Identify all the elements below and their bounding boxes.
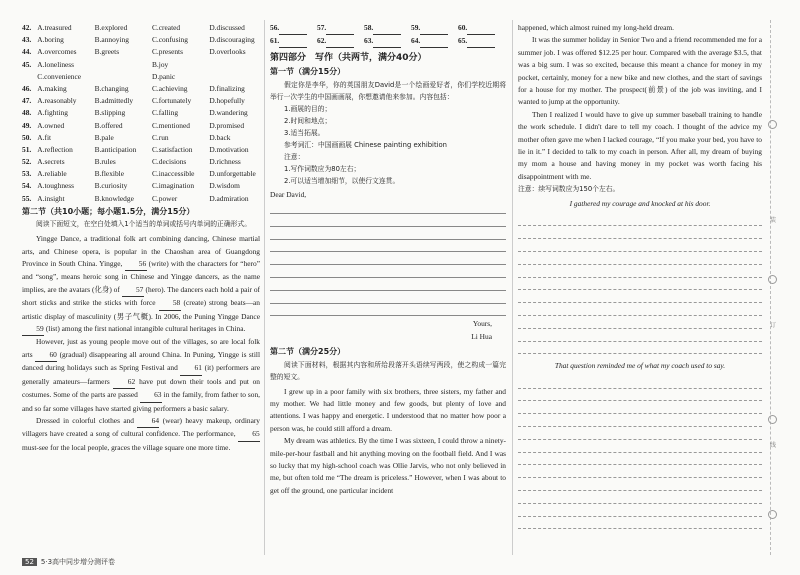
writing-line[interactable] <box>518 265 762 278</box>
option-b[interactable]: B.rules <box>94 157 116 167</box>
option-list <box>22 22 260 205</box>
answer-row <box>270 35 506 48</box>
option-row <box>22 83 260 95</box>
option-c[interactable]: C.run <box>151 132 169 142</box>
passage-paragraph <box>22 233 260 336</box>
option-c[interactable]: D.panic <box>151 71 176 81</box>
option-a[interactable]: A.owned <box>37 120 65 130</box>
option-row <box>22 34 260 46</box>
question-number: 49. <box>22 120 32 130</box>
binding-hole-icon <box>768 510 777 519</box>
option-a[interactable]: A.overcomes <box>37 47 77 57</box>
blank-56[interactable]: 56 <box>125 258 147 271</box>
option-a[interactable]: A.loneliness <box>37 59 75 69</box>
answer-line[interactable] <box>467 35 495 48</box>
option-a[interactable]: A.boring <box>37 35 64 45</box>
question-number: 55. <box>22 193 32 203</box>
signature: Li Hua <box>471 331 492 341</box>
answer-row <box>270 22 506 35</box>
option-b[interactable]: B.offered <box>94 120 123 130</box>
answer-line[interactable] <box>420 22 448 35</box>
option-d[interactable]: D.finalizing <box>209 83 245 93</box>
option-c[interactable]: C.fortunately <box>151 96 192 106</box>
writing-line[interactable] <box>518 427 762 440</box>
writing-line[interactable] <box>518 389 762 402</box>
option-a[interactable]: A.making <box>37 83 67 93</box>
writing-line[interactable] <box>518 290 762 303</box>
writing-prompt: 假定你是李华，你的英国朋友David是一个绘画爱好者，你们学校近期将举行一次学生的中国画画展，你想邀请他来参加。内容包括： <box>270 80 506 101</box>
column-divider <box>512 20 513 555</box>
writing-line[interactable] <box>518 316 762 329</box>
answer-number: 64. <box>411 36 421 45</box>
writing-line[interactable] <box>518 303 762 316</box>
passage-text: have put down their tools and put on costumes. Some of the parts are passed <box>22 376 261 400</box>
book-title: 5·3高中同步增分测评卷 <box>40 558 116 566</box>
answer-line[interactable] <box>373 22 401 35</box>
section-title: 第二节（满分25分） <box>270 347 346 357</box>
option-d[interactable] <box>209 59 260 71</box>
point-1: 1.画展的目的； <box>284 104 332 113</box>
option-d[interactable]: D.back <box>209 132 231 142</box>
option-row <box>22 120 260 132</box>
option-row <box>22 46 260 58</box>
closing: Yours, <box>472 319 492 329</box>
cloze-passage <box>22 233 260 454</box>
answer-slot[interactable] <box>411 22 458 35</box>
passage-text: Dressed in colorful clothes and <box>36 415 138 425</box>
writing-line[interactable] <box>270 291 506 304</box>
writing-line[interactable] <box>518 517 762 530</box>
question-number <box>22 71 37 83</box>
question-number: 52. <box>22 157 32 167</box>
question-number: 50. <box>22 132 32 142</box>
binding-hole-icon <box>768 275 777 284</box>
answer-line[interactable] <box>279 22 307 35</box>
option-d[interactable]: D.discussed <box>209 23 245 32</box>
answer-number: 62. <box>317 36 327 45</box>
writing-line[interactable] <box>518 504 762 517</box>
writing-line[interactable] <box>518 278 762 291</box>
option-d[interactable]: D.admiration <box>209 193 249 203</box>
option-row <box>22 156 260 168</box>
question-number: 47. <box>22 96 32 106</box>
answer-slot[interactable] <box>317 35 364 48</box>
question-number: 53. <box>22 169 32 179</box>
option-row <box>22 107 260 119</box>
answer-line[interactable] <box>467 22 495 35</box>
passage-text: (hero). The dancers each hold a pair of short sticks and strike the sticks with force <box>22 284 260 308</box>
part-title: 第四部分 写作（共两节，满分40分） <box>270 53 427 63</box>
option-a[interactable]: A.fit <box>37 132 52 142</box>
option-a[interactable]: A.reliable <box>37 169 67 179</box>
question-number: 45. <box>22 59 32 69</box>
option-b[interactable]: B.greets <box>94 47 120 57</box>
column-middle <box>270 22 506 497</box>
notice: 注意：续写词数应为150个左右。 <box>518 185 620 194</box>
writing-line[interactable] <box>518 329 762 342</box>
writing-line[interactable] <box>518 239 762 252</box>
option-d[interactable]: D.unforgettable <box>209 169 256 179</box>
writing-line[interactable] <box>270 278 506 291</box>
option-d[interactable] <box>209 71 260 83</box>
blank-60[interactable]: 60 <box>35 349 57 362</box>
passage-text: must-see for the local people, graces the village square one more time. <box>22 442 231 452</box>
option-b[interactable]: B.anticipation <box>94 144 137 154</box>
option-row <box>22 193 260 205</box>
option-c[interactable]: C.confusing <box>151 35 188 45</box>
option-c[interactable]: C.presents <box>151 47 183 57</box>
point-3: 3.适当拓展。 <box>284 128 325 137</box>
story-paragraph: happened, which almost ruined my long-held dream. <box>518 23 674 32</box>
option-c[interactable]: C.mentioned <box>151 120 190 130</box>
option-row <box>22 132 260 144</box>
blank-65[interactable]: 65 <box>238 428 260 441</box>
writing-line[interactable] <box>518 453 762 466</box>
blank-57[interactable]: 57 <box>122 284 144 297</box>
question-number: 42. <box>22 23 32 32</box>
notice-item: 1.写作词数应为80左右； <box>284 164 361 173</box>
margin-label: 线 <box>770 442 777 449</box>
question-number: 46. <box>22 83 32 93</box>
writing-line[interactable] <box>270 252 506 265</box>
writing-line[interactable] <box>270 214 506 227</box>
option-row <box>22 144 260 156</box>
continuation-start-2: That question reminded me of what my coach used to say. <box>554 361 726 371</box>
option-d[interactable]: D.overlooks <box>209 47 246 57</box>
writing-area[interactable] <box>270 201 506 316</box>
writing-line[interactable] <box>518 226 762 239</box>
writing-line[interactable] <box>518 401 762 414</box>
option-c[interactable]: C.achieving <box>151 83 188 93</box>
option-c[interactable]: C.falling <box>151 108 179 118</box>
option-b[interactable]: B.admittedly <box>94 96 134 106</box>
story-paragraph: My dream was athletics. By the time I was sixteen, I could throw a ninety-mile-per-hour fastball and hit anything moving on the football field. And I was so lucky that my high-school coach was Ollie Jarvis, who not only believed in me, but often told me “The dream is priceless.” However, when I was about to get off the ground, one particular incident <box>270 436 506 495</box>
passage-text: in the family, from father to son, and so far some villages have started giving performers a basic salary. <box>22 390 260 413</box>
answer-rows <box>270 22 506 48</box>
option-c[interactable]: C.power <box>151 193 178 203</box>
option-c[interactable]: C.inaccessible <box>151 169 195 179</box>
option-row <box>22 59 260 71</box>
blank-64[interactable]: 64 <box>137 415 159 428</box>
blank-58[interactable]: 58 <box>159 297 181 310</box>
question-number: 54. <box>22 181 32 191</box>
option-c[interactable]: C.satisfaction <box>151 144 193 154</box>
passage-text: (gradual) disappearing all around China. In Puning, Yingge is still danced during holidays such as Spring Festival and <box>22 349 260 373</box>
answer-line[interactable] <box>326 22 354 35</box>
option-a[interactable]: A.treasured <box>37 23 72 32</box>
answer-slot[interactable] <box>270 35 317 48</box>
option-b[interactable] <box>95 59 152 71</box>
answer-slot[interactable] <box>458 35 505 48</box>
point-2: 2.时间和地点； <box>284 116 332 125</box>
passage-paragraph <box>22 415 260 454</box>
column-divider <box>264 20 265 555</box>
answer-number: 58. <box>364 23 374 32</box>
passage-text: (write) with the characters for “hero” and “song”, means heroic song in Chinese and Yingge dancers, as the name implies, are the avatars (化身) of <box>22 259 260 294</box>
answer-number: 59. <box>411 23 421 32</box>
writing-line[interactable] <box>518 465 762 478</box>
section-title: 第二节（共10小题；每小题1.5分，满分15分） <box>22 206 195 216</box>
blank-61[interactable]: 61 <box>180 362 202 375</box>
option-b[interactable]: B.pale <box>94 132 114 142</box>
binding-margin <box>768 20 778 555</box>
answer-slot[interactable] <box>458 22 505 35</box>
option-row <box>22 71 260 83</box>
option-a[interactable]: A.reflection <box>37 144 73 154</box>
option-d[interactable]: D.wisdom <box>209 181 240 191</box>
option-a[interactable]: A.toughness <box>37 181 75 191</box>
writing-line[interactable] <box>518 252 762 265</box>
writing-line[interactable] <box>270 265 506 278</box>
answer-number: 56. <box>270 23 280 32</box>
margin-label: 订 <box>770 322 777 329</box>
option-a[interactable]: A.fighting <box>37 108 68 118</box>
continuation-start-1: I gathered my courage and knocked at his door. <box>569 199 711 209</box>
writing-line[interactable] <box>518 491 762 504</box>
margin-label: 装 <box>770 217 777 224</box>
writing-line[interactable] <box>518 376 762 389</box>
writing-line[interactable] <box>518 342 762 355</box>
answer-slot[interactable] <box>364 35 411 48</box>
answer-line[interactable] <box>326 35 354 48</box>
page-number: 52 <box>22 558 37 566</box>
option-row <box>22 22 260 34</box>
passage-text: (wear) heavy makeup, ordinary villagers have created a song of cultural confidence. The performance, <box>22 415 260 439</box>
option-row <box>22 168 260 180</box>
option-b[interactable]: B.changing <box>94 83 129 93</box>
answer-number: 57. <box>317 23 327 32</box>
section-title: 第一节（满分15分） <box>270 67 346 77</box>
question-number: 44. <box>22 47 32 57</box>
answer-line[interactable] <box>279 35 307 48</box>
question-number: 51. <box>22 144 32 154</box>
option-d[interactable]: D.richness <box>209 157 241 167</box>
option-row <box>22 95 260 107</box>
option-b[interactable]: B.slipping <box>94 108 126 118</box>
writing-line[interactable] <box>270 201 506 214</box>
option-c[interactable]: C.decisions <box>151 157 187 167</box>
answer-slot[interactable] <box>270 22 317 35</box>
blank-62[interactable]: 62 <box>113 376 135 389</box>
question-number: 48. <box>22 108 32 118</box>
option-b[interactable] <box>95 71 152 83</box>
answer-number: 60. <box>458 23 468 32</box>
answer-line[interactable] <box>420 35 448 48</box>
writing-line[interactable] <box>518 440 762 453</box>
option-b[interactable]: B.explored <box>94 23 128 32</box>
column-left <box>22 22 260 454</box>
notice-label: 注意： <box>284 152 305 161</box>
answer-slot[interactable] <box>411 35 458 48</box>
option-b[interactable]: B.curiosity <box>94 181 128 191</box>
option-d[interactable]: D.promised <box>209 120 245 130</box>
writing-line[interactable] <box>270 304 506 317</box>
passage-text: (list) among the first national intangible cultural heritages in China. <box>44 324 246 334</box>
answer-slot[interactable] <box>364 22 411 35</box>
option-b[interactable]: B.knowledge <box>94 193 134 203</box>
answer-line[interactable] <box>373 35 401 48</box>
question-number: 43. <box>22 35 32 45</box>
writing-line[interactable] <box>518 214 762 227</box>
story-paragraph: I grew up in a poor family with six brothers, three sisters, my father and my mother. We had little money and few goods, but plenty of love and attentions. I was happy and energetic. I understood that no matter how poor a person was, he could still afford a dream. <box>270 386 506 433</box>
answer-slot[interactable] <box>317 22 364 35</box>
writing-line[interactable] <box>518 478 762 491</box>
page-footer <box>22 557 115 567</box>
writing-line[interactable] <box>518 414 762 427</box>
answer-number: 65. <box>458 36 468 45</box>
passage-text: Yingge Dance, a traditional folk art combining dancing, Chinese martial arts, and Chinese opera, is popular in the Chaoshan area of Guangdong Province in South China. Yingge, <box>22 234 260 269</box>
option-d[interactable]: D.hopefully <box>209 96 245 106</box>
option-a[interactable]: A.secrets <box>37 157 65 167</box>
option-c[interactable]: B.joy <box>151 59 169 69</box>
passage-text: However, just as young people move out of the villages, so are local folk arts <box>22 337 260 359</box>
writing-line[interactable] <box>270 227 506 240</box>
option-b[interactable]: B.flexible <box>94 169 124 179</box>
writing-area[interactable] <box>518 376 762 530</box>
option-row <box>22 180 260 192</box>
writing-area[interactable] <box>518 214 762 355</box>
instruction: 阅读下面短文，在空白处填入1个适当的单词或括号内单词的正确形式。 <box>36 220 252 229</box>
option-d[interactable]: D.discouraging <box>209 35 255 45</box>
option-a[interactable]: A.insight <box>37 193 65 203</box>
story-paragraph: It was the summer holiday in Senior Two and a friend recommended me for a summer job. I was offered $12.25 per hour. Compared with the average $3.5, that was a big sum. I was so excited, because this meant a chance for money in my pocket, certainly, money for a new bike and new clothes, and the start of savings for a house for my mother. The prospect(前景) of the job was inviting, and I wanted to jump at the opportunity. <box>518 35 762 107</box>
option-b[interactable]: B.annoying <box>94 35 129 45</box>
option-a[interactable]: C.convenience <box>37 71 82 81</box>
option-a[interactable]: A.reasonably <box>37 96 77 106</box>
blank-63[interactable]: 63 <box>140 389 162 402</box>
binding-hole-icon <box>768 415 777 424</box>
option-c[interactable]: C.created <box>151 23 181 32</box>
binding-hole-icon <box>768 120 777 129</box>
notice-item: 2.可以适当增加细节，以使行文连贯。 <box>284 176 400 185</box>
blank-59[interactable]: 59 <box>22 323 44 336</box>
option-d[interactable]: D.wandering <box>209 108 248 118</box>
column-right <box>518 22 762 529</box>
writing-line[interactable] <box>270 240 506 253</box>
answer-number: 63. <box>364 36 374 45</box>
salutation: Dear David, <box>270 189 307 199</box>
passage-paragraph <box>22 336 260 414</box>
answer-number: 61. <box>270 36 280 45</box>
reference-vocab: 参考词汇：中国画画展 Chinese painting exhibition <box>284 140 447 149</box>
passage-text: (create) strong beats—an artistic display of masculinity (男子气概). In 2006, the Puning Yingge Dance <box>22 298 261 321</box>
continuation-prompt: 阅读下面材料，根据其内容和所给段落开头语续写两段，使之构成一篇完整的短文。 <box>270 360 506 381</box>
option-c[interactable]: C.imagination <box>151 181 195 191</box>
passage-text: (it) performers are generally amateurs—farmers <box>22 363 260 386</box>
option-d[interactable]: D.motivation <box>209 144 249 154</box>
story-paragraph: Then I realized I would have to give up summer baseball training to handle the work schedule. I didn't dare to tell my coach. I thought of the advice my mother often gave me when I lacked courage, “If you make your bed, you have to lie in it.” I decided to talk to my coach in person. After all, my dream of buying my mom a house and having money in my pocket was worth facing his disappointment with me. <box>518 109 762 181</box>
